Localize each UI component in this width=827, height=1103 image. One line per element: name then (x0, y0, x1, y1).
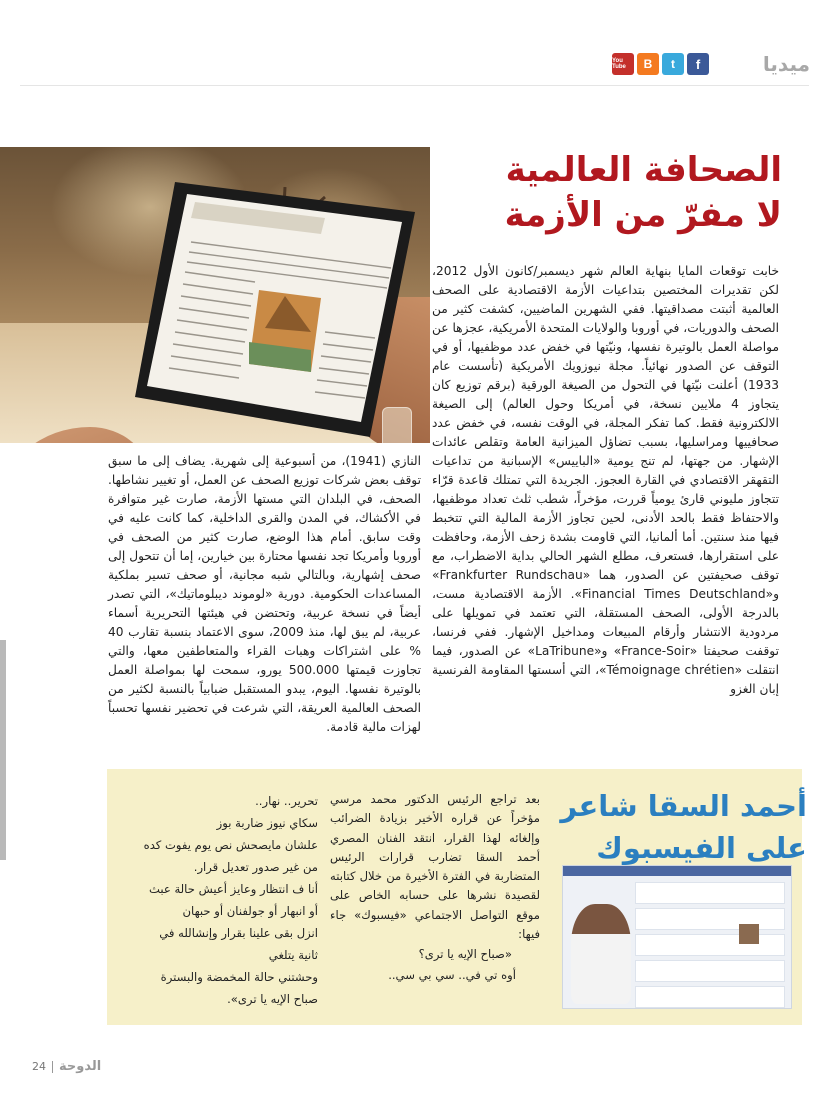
poem (118, 790, 318, 1010)
box-title (545, 785, 807, 869)
blogger-icon: B (637, 53, 659, 75)
box-title-line: على الفيسبوك (596, 831, 807, 865)
header-divider (20, 85, 809, 86)
facebook-screenshot (562, 865, 792, 1009)
poem-line: علشان مايصحش نص يوم يفوت كده (143, 838, 318, 852)
youtube-icon: You Tube (612, 53, 634, 75)
poem-line: انزل بقى علينا بقرار وإنشالله في (159, 926, 318, 940)
poem-line: أنا ف انتظار وعايز أعيش حالة عبث (148, 882, 318, 896)
twitter-icon: t (662, 53, 684, 75)
section-label: ميديا (762, 52, 810, 76)
facebook-header-bar (563, 866, 791, 876)
box-quote: أوه تي في.. سي بي سي.. (388, 967, 516, 982)
poem-line: صباح الإيه يا ترى». (227, 992, 318, 1006)
page-number: 24 (32, 1060, 46, 1073)
article-column-right: خابت توقعات المايا بنهاية العالم شهر ديسمبر/كانون الأول 2012، لكن تقديرات المختصين بتداعيات الأزمة الاقتصادية على الصحف العالمية أثبتت مصداقيتها. ففي الشهرين الماضيين، كشفت كثير من الصحف والدوريات، في أوروبا والولايات المتحدة الأمريكية، عجزها عن مواصلة العمل بالوتيرة نفسها، ونيّتها في خفض عدد موظفيها، أو في التوقف عن الصدور نهائياً. مجلة نيوزويك الأمريكية (تأسست عام 1933) أعلنت نيّتها في التحول من الصيغة الورقية (برقم توزيع كان يتجاوز 4 ملايين نسخة، في أمريكا وحول العالم) إلى الصيغة الالكترونية فقط. كما تفكر المجلة، في الوقت نفسه، في خفض عدد صحافييها ومراسليها، بسبب تضاؤل الميزانية العامة وتقلص عائدات الإشهار. من جهتها، لم تنج يومية «الباييس» الإسبانية من تداعيات التقهقر الاقتصادي في القارة العجوز. الجريدة التي تمتلك قاعدة قرّاء تتجاوز مليوني قارئ يومياً قررت، مؤخراً، شطب ثلث تعداد موظفيها، والاحتفاظ فقط بالحد الأدنى، لحين تجاوز الأزمة المالية التي تتخبط فيها منذ سنتين. أما ألمانيا، التي قاومت بشدة زحف الأزمة، وحافظت على استقرارها، فستعرف، مطلع الشهر الحالي بداية الاضطراب، مع توقف صحيفتين عن الصدور، هما «Frankfurter Rundschau» و«Financial Times Deutschland». الأزمة الاقتصادية مست، بالدرجة الأولى، الصحف المستقلة، التي تعتمد في تمويلها على مردودية الانتشار وأرقام المبيعات ومداخيل الإشهار. ففي فرنسا، توقفت صحيفتا «France-Soir» و«LaTribune» عن الصدور، فيما انتقلت «Témoignage chrétien»، التي أسستها المقاومة الفرنسية إبان الغزو (432, 264, 779, 696)
facebook-post (635, 934, 785, 956)
article-photo (0, 147, 430, 443)
box-paragraph: بعد تراجع الرئيس الدكتور محمد مرسي مؤخراً عن قراره الأخير بزيادة الضرائب وإلغائه لهذا القرار، انتقد الفنان المصري أحمد السقا تضارب قرارات الرئيس المتضاربة في الفترة الأخيرة من خلال كتابته لقصيدة نشرها على حسابه الخاص على موقع التواصل الاجتماعي «فيسبوك» جاء فيها: (330, 792, 540, 942)
page-footer (32, 1059, 101, 1074)
magazine-name: الدوحة (59, 1059, 102, 1074)
tablet-icon (125, 172, 425, 442)
footer-divider (52, 1061, 53, 1073)
article-subtitle: لا مفرّ من الأزمة (504, 195, 782, 235)
facebook-icon: f (687, 53, 709, 75)
poem-line: ثانية يتلغي (268, 948, 318, 962)
facebook-post (635, 882, 785, 904)
poem-line: من غير صدور تعديل قرار. (193, 860, 318, 874)
poem-line: أو انبهار أو جولفنان أو حبهان (182, 904, 318, 918)
facebook-post (635, 986, 785, 1008)
article-column-left: النازي (1941)، من أسبوعية إلى شهرية. يضاف إلى ما سبق توقف بعض شركات توزيع الصحف عن العمل، أو تغيير نشاطها. الصحف، في البلدان التي مستها الأزمة، صارت غير متوافرة في الأكشاك، في المدن والقرى الداخلية، كما كانت عليه في وقت سابق. أمام هذا الوضع، صارت كثير من الصحف في أوروبا وأمريكا تجد نفسها محتارة بين خيارين، إما أن تتحول إلى صحف إشهارية، وبالتالي شبه مجانية، أو صحف تسير بملكية المساعدات الحكومية. دورية «لوموند ديبلوماتيك»، التي تصدر أيضاً في نسخة عربية، وتحتضن في هيئتها التحريرية أسماء عربية، لم يبق لها، منذ 2009، سوى الاعتماد بنسبة تقارب 40 % على اشتراكات وهبات القراء والمتعاطفين معها، والتي تجاوزت قيمتها 500.000 يورو، سمحت لها بمواصلة العمل بالوتيرة نفسها. اليوم، يبدو المستقبل ضبابياً بالنسبة لكثير من الصحف العالمية العريقة، التي شرعت في تحضير نفسها تحسباً لهزات مالية قادمة. (108, 454, 422, 734)
article-title: الصحافة العالمية (505, 150, 782, 190)
facebook-post (635, 960, 785, 982)
poem-line: سكاي نيوز ضاربة بوز (216, 816, 318, 830)
poem-line: وحشتني حالة المخمضة والبسترة (160, 970, 318, 984)
photo-person (571, 904, 631, 1004)
social-icons (612, 53, 709, 75)
facebook-post (635, 908, 785, 930)
box-text (330, 790, 540, 985)
avatar (739, 924, 759, 944)
box-quote: «صباح الإيه يا ترى؟ (418, 947, 512, 962)
poem-line: تحرير.. نهار.. (255, 794, 318, 808)
side-rule (0, 640, 6, 860)
box-title-line: أحمد السقا شاعر (560, 789, 807, 823)
